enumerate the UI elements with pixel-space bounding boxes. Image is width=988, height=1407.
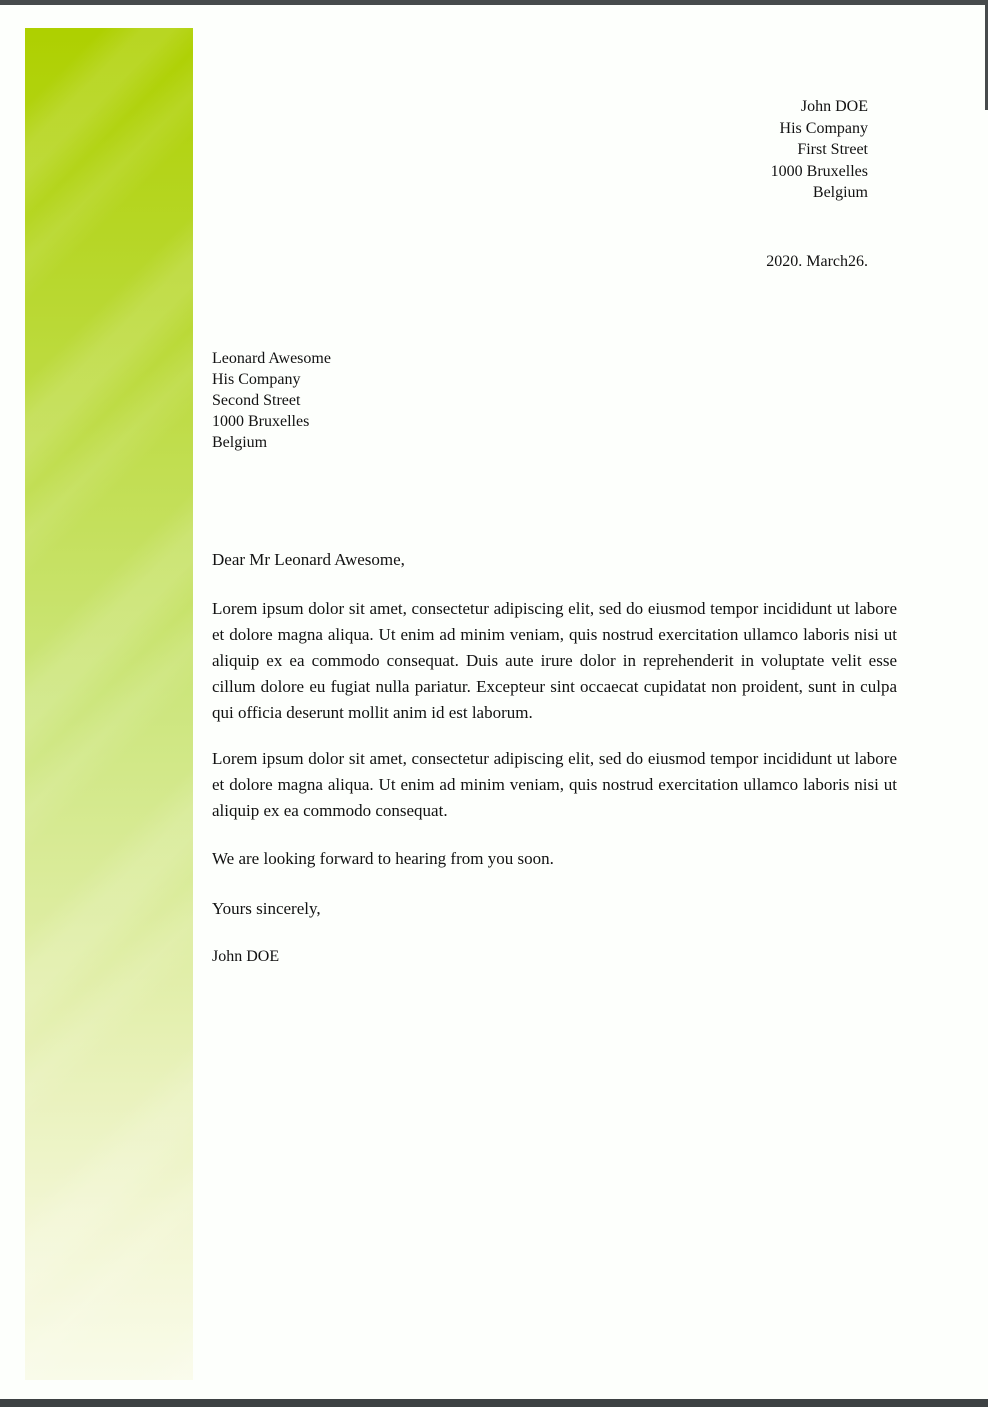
sender-company: His Company: [779, 119, 868, 137]
sender-country: Belgium: [812, 184, 868, 201]
recipient-name: Leonard Awesome: [212, 350, 331, 367]
sender-address-block: [771, 96, 868, 204]
recipient-company: His Company: [212, 371, 301, 388]
recipient-country: Belgium: [212, 434, 268, 451]
valediction: Yours sincerely,: [212, 899, 321, 918]
letterhead-accent-bar: [25, 28, 193, 1380]
window-bottom-edge: [0, 1399, 988, 1407]
recipient-city: 1000 Bruxelles: [212, 413, 310, 430]
signature-name: John DOE: [212, 948, 280, 965]
closing-line: We are looking forward to hearing from you soon.: [212, 849, 554, 868]
recipient-address-block: [212, 348, 331, 453]
body-paragraph-2: Lorem ipsum dolor sit amet, consectetur adipiscing elit, sed do eiusmod tempor incididunt ut labore et dolore magna aliqua. Ut enim ad minim veniam, quis nostrud exercitation ullamco laboris nisi ut aliquip ex ea commodo consequat.: [212, 749, 897, 820]
sender-street: First Street: [797, 141, 868, 158]
salutation: Dear Mr Leonard Awesome,: [212, 550, 405, 569]
letter-date: 2020. March26.: [766, 253, 868, 270]
sender-name: John DOE: [800, 98, 868, 115]
body-paragraph-1: Lorem ipsum dolor sit amet, consectetur adipiscing elit, sed do eiusmod tempor incididunt ut labore et dolore magna aliqua. Ut enim ad minim veniam, quis nostrud exercitation ullamco laboris nisi ut aliquip ex ea commodo consequat. Duis aute irure dolor in reprehenderit in voluptate velit esse cillum dolore eu fugiat nulla pariatur. Excepteur sint occaecat cupidatat non proident, sunt in culpa qui officia deserunt mollit anim id est laborum.: [212, 599, 897, 722]
sender-city: 1000 Bruxelles: [770, 162, 868, 180]
recipient-street: Second Street: [212, 392, 301, 409]
window-top-edge: [0, 0, 988, 5]
